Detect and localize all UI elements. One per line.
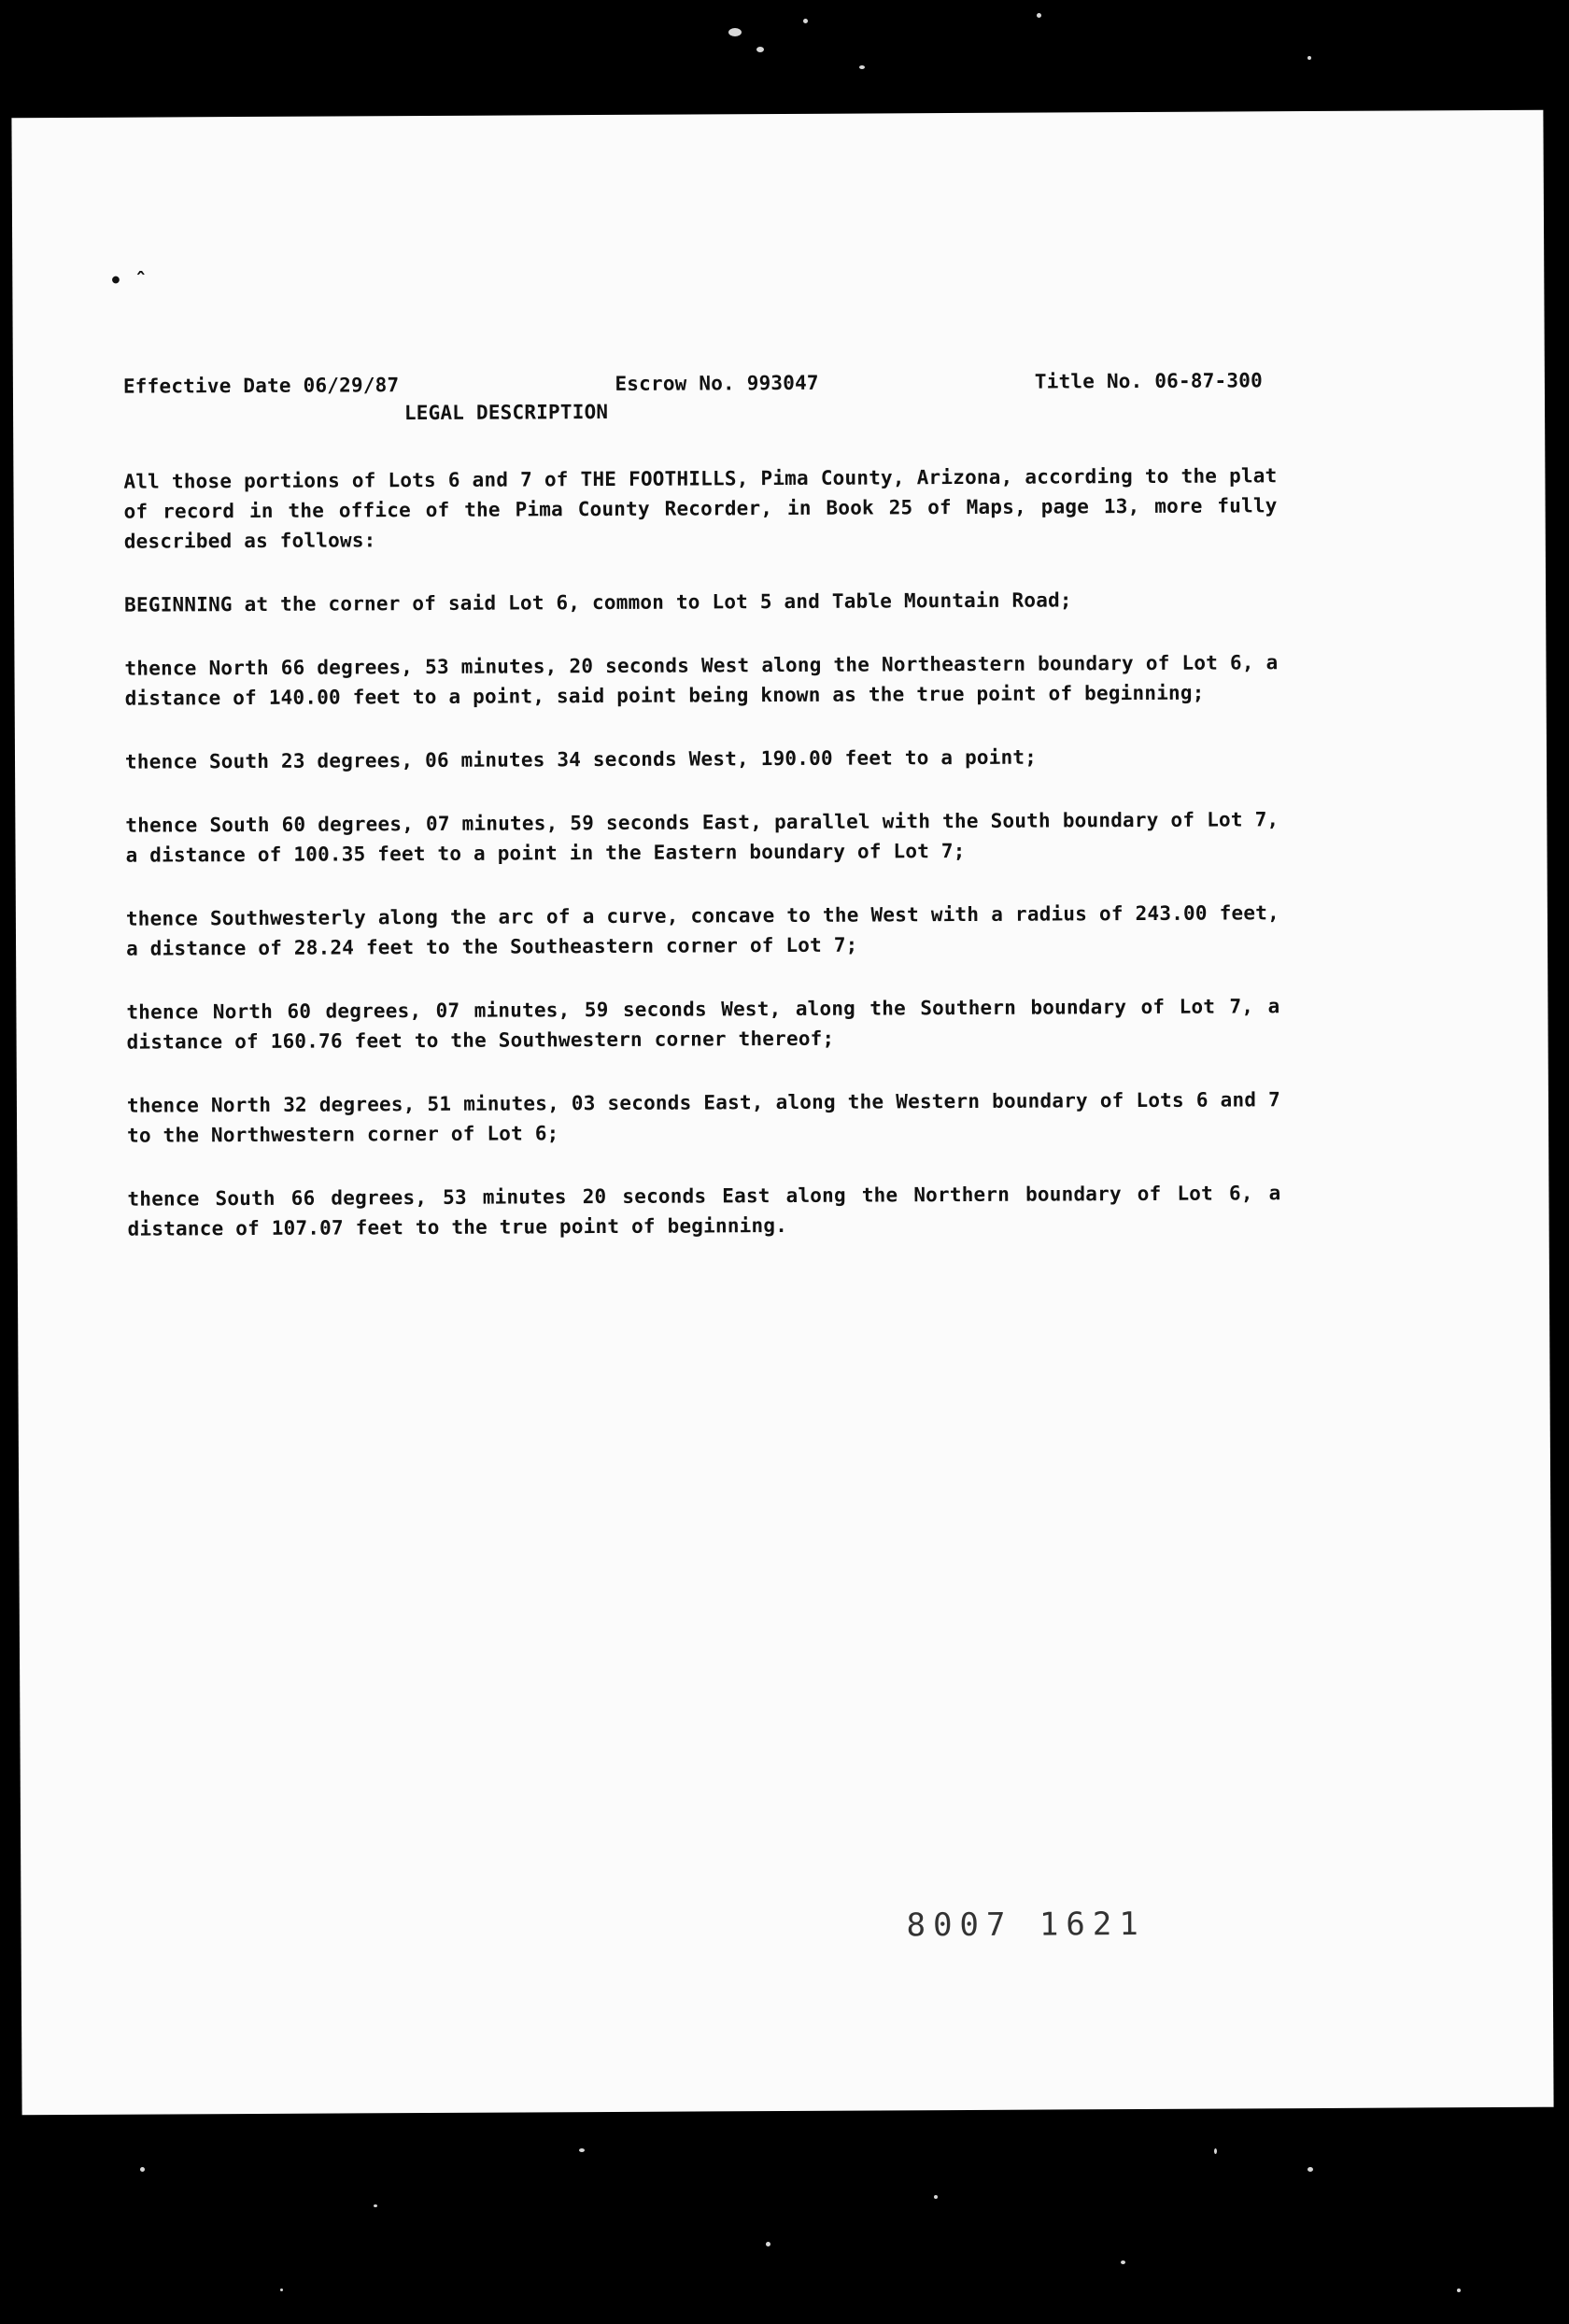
paragraph: BEGINNING at the corner of said Lot 6, common to Lot 5 and Table Mountain Road;	[124, 588, 1072, 616]
noise-speck	[1214, 2148, 1217, 2154]
title-number: Title No. 06-87-300	[1034, 369, 1263, 393]
page-marks: • ˆ	[109, 269, 148, 293]
noise-speck	[1457, 2289, 1461, 2292]
paragraph: thence South 23 degrees, 06 minutes 34 seconds West, 190.00 feet to a point;	[124, 745, 1038, 773]
page-stamp: 8007 1621	[906, 1905, 1146, 1945]
document-heading: LEGAL DESCRIPTION	[403, 400, 609, 425]
noise-speck	[728, 28, 742, 36]
noise-speck	[1121, 2260, 1125, 2264]
noise-speck	[140, 2167, 145, 2172]
paragraph: thence North 66 degrees, 53 minutes, 20 seconds West along the Northeastern boundary of Lot 6, a distance of 140.00 feet to a point, said point being known as the true point of beginning;	[124, 651, 1279, 710]
noise-speck	[1308, 56, 1311, 60]
document-page	[11, 110, 1553, 2116]
noise-speck	[859, 65, 865, 69]
document-body	[109, 261, 1295, 1278]
noise-speck	[374, 2204, 377, 2207]
noise-speck	[803, 19, 808, 23]
effective-date: Effective Date 06/29/87	[122, 374, 400, 398]
escrow-number: Escrow No. 993047	[615, 371, 819, 395]
paragraph: thence South 60 degrees, 07 minutes, 59 seconds East, parallel with the South boundary of Lot 7, a distance of 100.35 feet to a point in the Eastern boundary of Lot 7;	[125, 808, 1279, 867]
noise-speck	[1308, 2167, 1313, 2172]
noise-speck	[766, 2242, 770, 2246]
paragraph: thence Southwesterly along the arc of a curve, concave to the West with a radius of 243.00 feet, a distance of 28.24 feet to the Southeastern corner of Lot 7;	[125, 901, 1279, 960]
paragraph: thence North 60 degrees, 07 minutes, 59 seconds West, along the Southern boundary of Lot 7, a distance of 160.76 feet to the Southwestern corner thereof;	[126, 995, 1280, 1054]
noise-speck	[1037, 13, 1041, 18]
noise-speck	[756, 47, 764, 52]
paragraph: All those portions of Lots 6 and 7 of THE FOOTHILLS, Pima County, Arizona, according to the plat of record in the office of the Pima County Recorder, in Book 25 of Maps, page 13, more fully described as follows:	[123, 464, 1278, 553]
noise-speck	[579, 2148, 585, 2152]
document-header	[122, 261, 1263, 401]
paragraph: thence North 32 degrees, 51 minutes, 03 seconds East, along the Western boundary of Lots 6 and 7 to the Northwestern corner of Lot 6;	[126, 1088, 1280, 1147]
paragraph: thence South 66 degrees, 53 minutes 20 seconds East along the Northern boundary of Lot 6, a distance of 107.07 feet to the true point of beginning.	[127, 1182, 1281, 1240]
noise-speck	[280, 2289, 283, 2291]
noise-speck	[934, 2195, 938, 2199]
